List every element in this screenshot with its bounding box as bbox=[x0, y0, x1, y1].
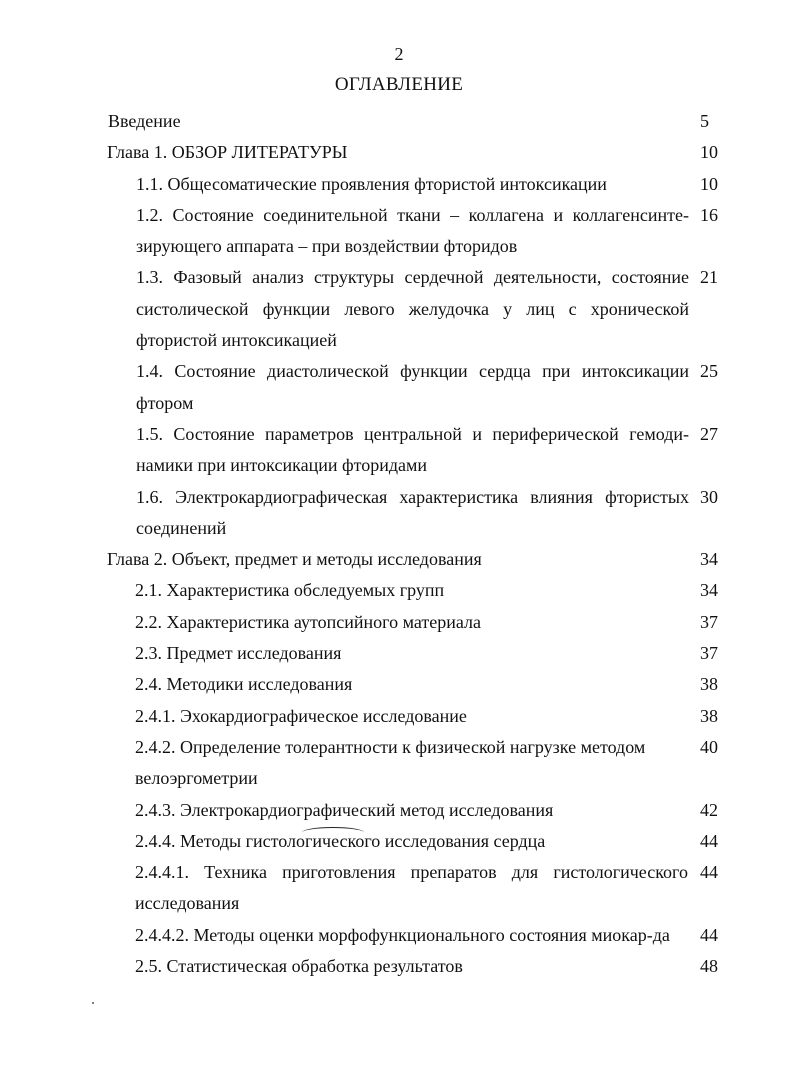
toc-entry-text: 1.1. Общесоматические проявления фтористой интоксикации bbox=[136, 173, 607, 194]
toc-entry-chapter-2 bbox=[0, 544, 798, 575]
toc-entry-2-4-4 bbox=[0, 826, 798, 857]
toc-entry-text: 2.4.1. Эхокардиографическое исследование bbox=[135, 705, 467, 726]
toc-entry-page: 21 bbox=[700, 267, 718, 288]
toc-entry-text: 2.4.4. Методы гистологического исследования сердца bbox=[135, 830, 546, 851]
toc-entry-page: 40 bbox=[700, 736, 718, 757]
toc-entry-page: 16 bbox=[700, 204, 718, 225]
toc-entry-text: 2.3. Предмет исследования bbox=[135, 643, 342, 664]
toc-entry-2-1 bbox=[0, 575, 798, 606]
toc-entry-page: 10 bbox=[700, 142, 718, 163]
toc-entry-text: 1.6. Электрокардиографическая характеристика влияния фтористых соединений bbox=[136, 486, 689, 538]
toc-entry-2-4-2 bbox=[0, 732, 798, 795]
toc-entry-text: 2.4.4.1. Техника приготовления препаратов для гистологического исследования bbox=[135, 862, 688, 914]
page-number: 2 bbox=[394, 44, 404, 64]
toc-entry-2-4-4-2 bbox=[0, 920, 798, 951]
toc-entry-text: 1.4. Состояние диастолической функции сердца при интоксикации фтором bbox=[136, 361, 689, 413]
toc-entry-page: 42 bbox=[700, 799, 718, 820]
toc-entry-text: 2.4. Методики исследования bbox=[135, 674, 353, 695]
toc-entry-page: 34 bbox=[700, 549, 718, 570]
toc-entry-1-5 bbox=[0, 419, 798, 482]
toc-entry-1-4 bbox=[0, 356, 798, 419]
toc-entry-1-6 bbox=[0, 482, 798, 545]
toc-entry-page: 34 bbox=[700, 580, 718, 601]
toc-entry-text: 1.5. Состояние параметров центральной и периферической гемоди-намики при интоксикации фторидами bbox=[136, 423, 689, 476]
toc-entry-text: 2.4.3. Электрокардиографический метод исследования bbox=[135, 799, 554, 820]
toc-entry-2-4 bbox=[0, 669, 798, 700]
toc-entry-1-2 bbox=[0, 200, 798, 263]
toc-entry-page: 27 bbox=[700, 423, 718, 444]
toc-entry-2-4-4-1 bbox=[0, 857, 798, 920]
toc-entry-page: 10 bbox=[700, 173, 718, 194]
toc-entry-2-5 bbox=[0, 951, 798, 982]
toc-entry-page: 48 bbox=[700, 956, 718, 977]
toc-entry-text: 1.2. Состояние соединительной ткани – коллагена и коллагенсинте-зирующего аппарата – при воздействии фторидов bbox=[136, 204, 689, 257]
toc-entry-page: 44 bbox=[700, 830, 718, 851]
toc-entry-page: 25 bbox=[700, 361, 718, 382]
toc-entry-page: 44 bbox=[700, 862, 718, 883]
toc-entry-page: 44 bbox=[700, 924, 718, 945]
toc-entry-page: 37 bbox=[700, 643, 718, 664]
toc-entry-chapter-1 bbox=[0, 137, 798, 168]
table-of-contents bbox=[0, 106, 798, 982]
toc-entry-text: 2.1. Характеристика обследуемых групп bbox=[135, 580, 445, 601]
toc-entry-text: Глава 1. ОБЗОР ЛИТЕРАТУРЫ bbox=[107, 142, 348, 163]
toc-entry-page: 38 bbox=[700, 705, 718, 726]
toc-entry-text: 1.3. Фазовый анализ структуры сердечной деятельности, состояние систолической функции левого желудочка у лиц с хронической фтористой интоксикацией bbox=[136, 267, 689, 351]
toc-entry-1-3 bbox=[0, 262, 798, 356]
toc-entry-page: 37 bbox=[700, 611, 718, 632]
toc-entry-2-2 bbox=[0, 607, 798, 638]
toc-entry-page: 30 bbox=[700, 486, 718, 507]
toc-entry-text: 2.5. Статистическая обработка результатов bbox=[135, 956, 463, 977]
toc-entry-text: 2.4.2. Определение толерантности к физической нагрузке методом велоэргометрии bbox=[135, 736, 646, 789]
toc-entry-text: 2.2. Характеристика аутопсийного материала bbox=[135, 611, 481, 632]
toc-entry-page: 38 bbox=[700, 674, 718, 695]
toc-entry-2-4-3 bbox=[0, 795, 798, 826]
page-title: ОГЛАВЛЕНИЕ bbox=[334, 74, 464, 95]
toc-entry-2-3 bbox=[0, 638, 798, 669]
pen-stroke-mark bbox=[302, 827, 364, 838]
toc-entry-2-4-1 bbox=[0, 701, 798, 732]
toc-entry-page: 5 bbox=[700, 111, 709, 131]
toc-entry-text: 2.4.4.2. Методы оценки морфофункционального состояния миокар-да bbox=[135, 924, 670, 945]
toc-entry-text: Глава 2. Объект, предмет и методы исследования bbox=[107, 549, 482, 570]
scan-dot-mark bbox=[92, 1002, 94, 1004]
toc-entry-1-1 bbox=[0, 169, 798, 200]
toc-entry-introduction bbox=[0, 106, 798, 137]
toc-entry-text: Введение bbox=[108, 111, 181, 131]
